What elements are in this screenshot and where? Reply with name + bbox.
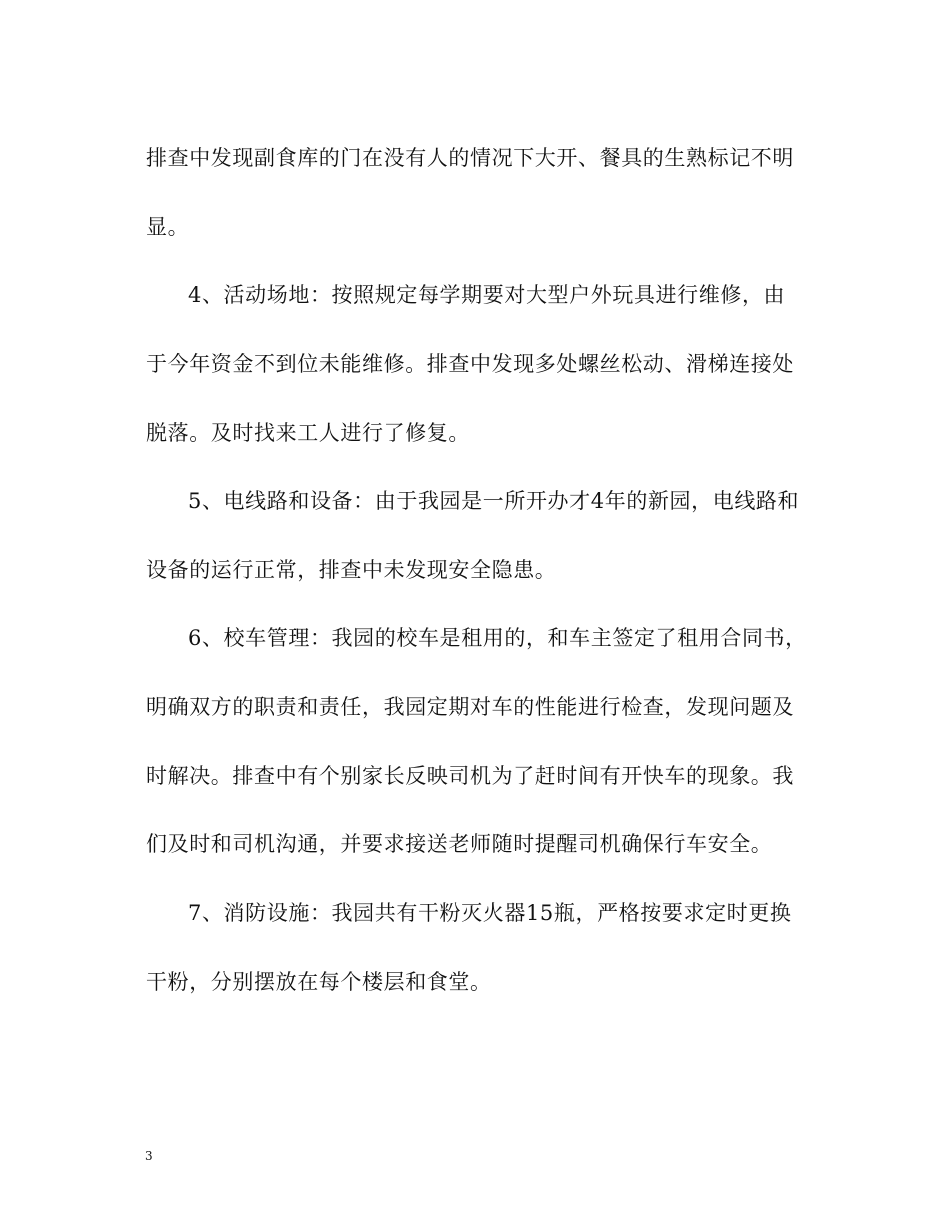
page-number: 3 [145, 1149, 153, 1163]
text-line: 4、活动场地：按照规定每学期要对大型户外玩具进行维修，由 [188, 283, 786, 307]
text-line: 脱落。及时找来工人进行了修复。 [146, 421, 470, 445]
text-line: 6、校车管理：我园的校车是租用的，和车主签定了租用合同书， [188, 626, 807, 650]
text-line: 明确双方的职责和责任，我园定期对车的性能进行检查，发现问题及 [146, 695, 794, 719]
text-line: 设备的运行正常，排查中未发现安全隐患。 [146, 558, 557, 582]
text-line: 5、电线路和设备：由于我园是一所开办才4年的新园，电线路和 [188, 489, 800, 513]
text-line: 们及时和司机沟通，并要求接送老师随时提醒司机确保行车安全。 [146, 832, 773, 856]
text-line: 排查中发现副食库的门在没有人的情况下大开、餐具的生熟标记不明 [146, 146, 794, 170]
text-line: 干粉，分别摆放在每个楼层和食堂。 [146, 970, 492, 994]
text-line: 7、消防设施：我园共有干粉灭火器15瓶，严格按要求定时更换 [188, 901, 792, 925]
text-line: 于今年资金不到位未能维修。排查中发现多处螺丝松动、滑梯连接处 [146, 352, 794, 376]
text-line: 显。 [146, 215, 190, 239]
text-line: 时解决。排查中有个别家长反映司机为了赶时间有开快车的现象。我 [146, 764, 794, 788]
